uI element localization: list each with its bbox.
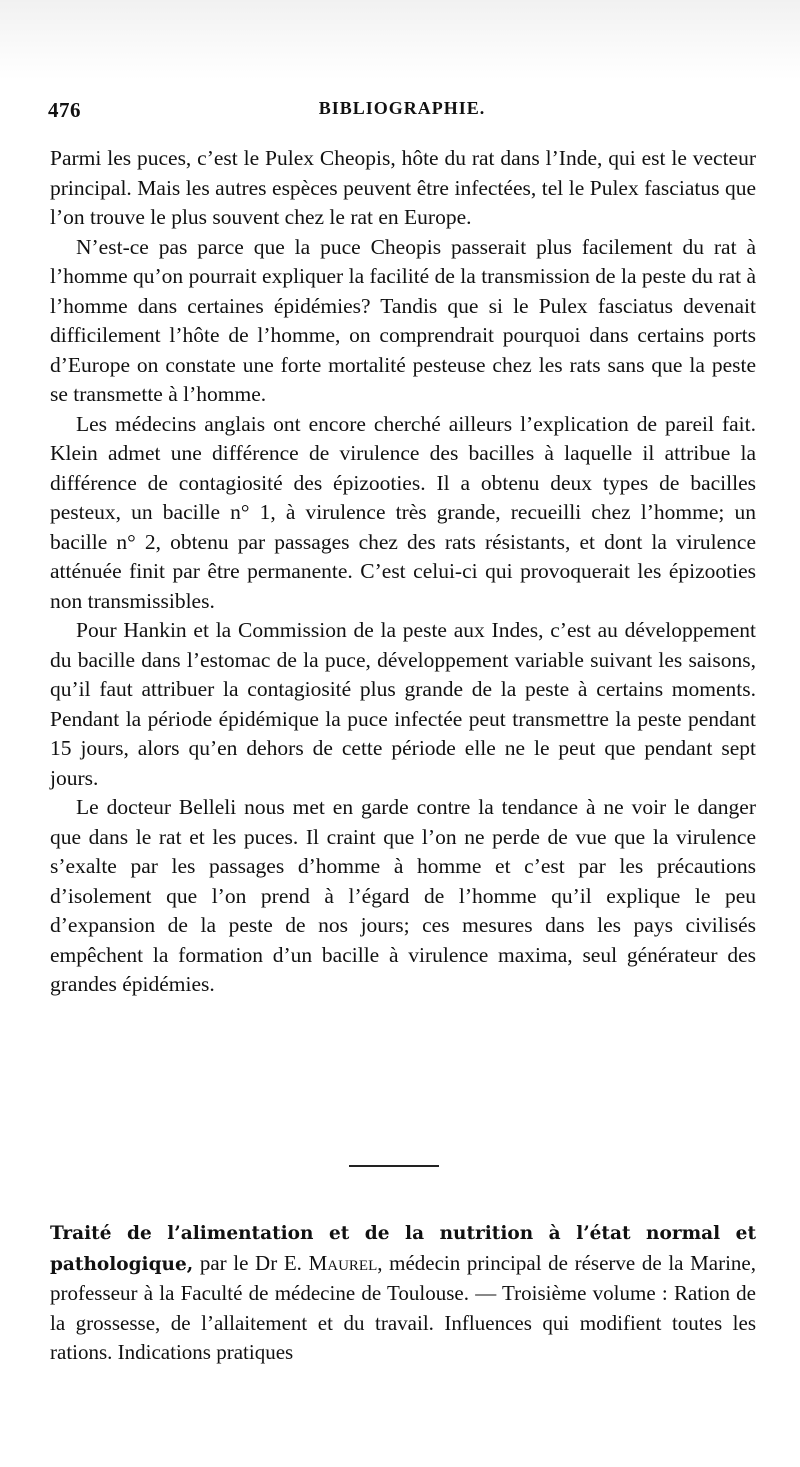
author-name: Maurel <box>308 1250 378 1275</box>
paragraph: N’est-ce pas parce que la puce Cheopis passerait plus facilement du rat à l’homme qu’on pourrait expliquer la facilité de la transmission de la peste du rat à l’homme dans certaines épidémies? Tandis que si le Pulex fasciatus devenait difficilement l’hôte de l’homme, on comprendrait pourquoi dans certains ports d’Europe on constate une forte mortalité pesteuse chez les rats sans que la peste se transmette à l’homme. <box>50 234 756 406</box>
book-review-entry <box>50 1218 756 1368</box>
book-title: Traité de l’alimentation et de la nutrition à l’état normal et pathologique, <box>50 1223 756 1275</box>
paragraph: Le docteur Belleli nous met en garde contre la tendance à ne voir le danger que dans le rat et les puces. Il craint que l’on ne perde de vue que la virulence s’exalte par les passages d’homme à homme et c’est par les précautions d’isolement que l’on prend à l’égard de l’homme qu’il explique le peu d’expansion de la peste de nos jours; ces mesures dans les pays civilisés empêchent la formation d’un bacille à virulence maxima, seul générateur des grandes épidémies. <box>50 795 756 996</box>
page-number: 476 <box>48 98 81 122</box>
author-prefix: par le Dr E. <box>199 1250 302 1275</box>
page-header <box>48 98 756 128</box>
running-title: BIBLIOGRAPHIE. <box>318 98 486 118</box>
paragraph: Parmi les puces, c’est le Pulex Cheopis, hôte du rat dans l’Inde, qui est le vecteur principal. Mais les autres espèces peuvent être infectées, tel le Pulex fasciatus que l’on trouve le plus souvent chez le rat en Europe. <box>50 146 756 229</box>
book-description: , médecin principal de réserve de la Marine, professeur à la Faculté de médecine de Toulouse. — Troisième volume : Ration de la grossesse, de l’allaitement et du travail. Influences qui modifient toutes les rations. Indications pratiques <box>50 1250 756 1364</box>
scan-background <box>0 0 800 80</box>
section-divider <box>349 1165 439 1167</box>
paragraph: Les médecins anglais ont encore cherché ailleurs l’explication de pareil fait. Klein admet une différence de virulence des bacilles à laquelle il attribue la différence de contagiosité des épizooties. Il a obtenu deux types de bacilles pesteux, un bacille n° 1, à virulence très grande, recueilli chez l’homme; un bacille n° 2, obtenu par passages chez des rats résistants, et dont la virulence atténuée finit par être permanente. C’est celui-ci qui provoquerait les épizooties non transmissibles. <box>50 411 756 613</box>
paragraph: Pour Hankin et la Commission de la peste aux Indes, c’est au développement du bacille dans l’estomac de la puce, développement variable suivant les saisons, qu’il faut attribuer la contagiosité plus grande de la peste à certains moments. Pendant la période épidémique la puce infectée peut transmettre la peste pendant 15 jours, alors qu’en dehors de cette période elle ne le peut que pendant sept jours. <box>50 618 756 790</box>
article-body <box>50 144 756 1000</box>
